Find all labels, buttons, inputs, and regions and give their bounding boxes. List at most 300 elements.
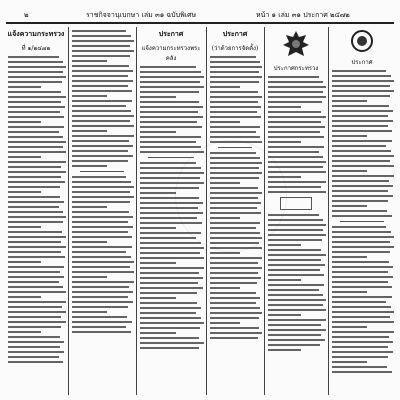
text-line: [8, 266, 64, 268]
column-rule: [328, 27, 329, 395]
text-line: [140, 282, 198, 284]
section-divider: [218, 147, 252, 148]
text-line: [332, 366, 387, 368]
text-line: [210, 257, 262, 259]
text-line: [332, 210, 387, 212]
column-3-header: ประกาศ: [158, 29, 184, 38]
text-line: [140, 106, 203, 108]
text-line: [8, 76, 66, 78]
text-line: [332, 135, 367, 137]
text-line: [8, 131, 59, 133]
column-1-subheader: ที่ ๑/๒๔๗๒: [21, 45, 51, 52]
column-3-subheader: แจ้งความกระทรวงพระคลัง: [141, 45, 201, 62]
text-line: [72, 125, 134, 127]
text-line: [210, 66, 262, 68]
masthead-right-text: หน้า ๑ เล่ม ๓๑ ประกาศ ๒๔๗๒: [256, 11, 350, 19]
text-line: [332, 160, 390, 162]
text-line: [140, 322, 204, 324]
column-4-subheader: (ว่าด้วยการจัดตั้ง): [211, 45, 259, 52]
text-line: [210, 207, 257, 209]
column-rule: [68, 27, 69, 395]
text-line: [8, 151, 66, 153]
text-line: [72, 211, 129, 213]
text-line: [268, 136, 324, 138]
text-line: [140, 136, 201, 138]
text-line: [268, 349, 301, 351]
column-6-text-top: [330, 70, 394, 217]
text-line: [332, 241, 390, 243]
text-line: [332, 226, 386, 228]
text-line: [332, 311, 394, 313]
text-line: [140, 332, 176, 334]
text-line: [210, 262, 258, 264]
text-line: [8, 356, 59, 358]
text-line: [8, 146, 63, 148]
text-line: [72, 286, 129, 288]
text-line: [140, 307, 201, 309]
text-line: [210, 312, 262, 314]
text-line: [210, 182, 240, 184]
column-1: [6, 27, 66, 395]
text-line: [140, 257, 204, 259]
text-line: [210, 267, 262, 269]
text-line: [332, 190, 388, 192]
text-line: [332, 95, 390, 97]
column-5: [266, 27, 326, 395]
text-line: [332, 175, 394, 177]
text-line: [140, 66, 196, 68]
text-line: [332, 231, 391, 233]
text-line: [268, 289, 319, 291]
text-line: [8, 361, 63, 363]
column-2-text-top: [70, 30, 134, 167]
text-line: [140, 267, 204, 269]
text-line: [8, 261, 41, 263]
text-line: [72, 201, 130, 203]
text-line: [8, 126, 64, 128]
section-divider: [148, 157, 194, 158]
text-line: [210, 212, 261, 214]
masthead: [6, 8, 394, 24]
text-line: [332, 195, 393, 197]
text-line: [268, 191, 326, 193]
text-line: [8, 141, 66, 143]
text-line: [72, 150, 128, 152]
text-line: [268, 264, 325, 266]
text-line: [332, 150, 391, 152]
text-line: [8, 136, 63, 138]
section-divider: [340, 221, 384, 222]
text-line: [72, 165, 107, 167]
text-line: [8, 221, 63, 223]
text-line: [140, 192, 176, 194]
text-line: [72, 90, 132, 92]
text-line: [8, 66, 66, 68]
column-4: [208, 27, 262, 395]
text-line: [72, 110, 131, 112]
text-line: [8, 206, 59, 208]
masthead-left-text: ราชกิจจานุเบกษา เล่ม ๓๑ ฉบับพิเศษ: [86, 11, 197, 19]
text-line: [210, 71, 259, 73]
text-line: [210, 222, 260, 224]
text-line: [72, 95, 107, 97]
text-line: [210, 307, 260, 309]
text-line: [268, 96, 326, 98]
text-line: [72, 35, 131, 37]
text-line: [210, 61, 260, 63]
text-line: [8, 61, 63, 63]
text-line: [210, 96, 262, 98]
text-line: [8, 101, 61, 103]
text-line: [268, 101, 322, 103]
text-line: [210, 76, 262, 78]
text-line: [8, 336, 60, 338]
text-line: [140, 76, 204, 78]
text-line: [332, 236, 394, 238]
column-3-text-top: [138, 66, 204, 153]
text-line: [268, 324, 321, 326]
text-line: [210, 192, 262, 194]
text-line: [332, 140, 392, 142]
text-line: [210, 292, 256, 294]
text-line: [210, 242, 259, 244]
text-line: [332, 361, 367, 363]
text-line: [8, 91, 61, 93]
text-line: [72, 135, 134, 137]
text-line: [210, 247, 262, 249]
column-5-text-bottom: [266, 214, 326, 351]
text-line: [268, 299, 326, 301]
text-line: [268, 171, 326, 173]
text-line: [8, 256, 65, 258]
text-line: [268, 151, 319, 153]
text-line: [332, 246, 394, 248]
text-line: [140, 101, 199, 103]
text-line: [332, 346, 388, 348]
text-line: [8, 176, 61, 178]
text-line: [72, 155, 133, 157]
text-line: [332, 145, 386, 147]
text-line: [210, 136, 260, 138]
section-divider: [80, 171, 124, 172]
text-line: [72, 40, 134, 42]
text-line: [210, 126, 260, 128]
text-line: [8, 316, 61, 318]
text-line: [210, 167, 259, 169]
text-line: [8, 81, 62, 83]
column-4-text-top: [208, 56, 262, 143]
text-line: [140, 237, 196, 239]
text-line: [72, 231, 128, 233]
text-line: [332, 351, 393, 353]
text-line: [332, 326, 367, 328]
text-line: [210, 287, 240, 289]
text-line: [140, 317, 201, 319]
text-line: [72, 226, 133, 228]
text-line: [332, 286, 392, 288]
text-line: [332, 205, 367, 207]
text-line: [8, 296, 41, 298]
text-line: [72, 331, 131, 333]
text-line: [8, 166, 61, 168]
text-line: [140, 71, 201, 73]
text-line: [8, 251, 61, 253]
text-line: [72, 120, 130, 122]
text-line: [268, 274, 324, 276]
text-line: [72, 306, 128, 308]
text-line: [140, 347, 199, 349]
text-line: [332, 100, 367, 102]
text-line: [140, 121, 197, 123]
text-line: [72, 55, 130, 57]
text-line: [210, 322, 240, 324]
text-line: [140, 247, 204, 249]
text-line: [140, 86, 204, 88]
text-line: [332, 105, 389, 107]
text-line: [332, 130, 392, 132]
text-line: [210, 172, 262, 174]
text-line: [210, 116, 261, 118]
text-line: [140, 146, 201, 148]
text-line: [8, 346, 60, 348]
text-line: [72, 291, 133, 293]
text-line: [332, 371, 392, 373]
text-line: [268, 254, 326, 256]
text-line: [210, 332, 262, 334]
text-line: [140, 172, 204, 174]
text-line: [268, 339, 325, 341]
text-line: [8, 246, 66, 248]
text-line: [140, 272, 199, 274]
text-line: [72, 221, 128, 223]
text-line: [332, 281, 388, 283]
text-line: [140, 232, 201, 234]
text-line: [268, 166, 323, 168]
text-line: [140, 131, 176, 133]
text-line: [140, 242, 201, 244]
column-rule: [136, 27, 137, 395]
text-line: [8, 86, 41, 88]
text-line: [8, 106, 65, 108]
text-line: [140, 197, 199, 199]
text-line: [268, 344, 320, 346]
text-line: [8, 311, 66, 313]
text-line: [268, 186, 321, 188]
text-line: [210, 177, 259, 179]
text-line: [210, 297, 260, 299]
text-line: [268, 239, 322, 241]
text-line: [72, 65, 129, 67]
text-line: [332, 85, 390, 87]
text-line: [332, 70, 386, 72]
text-line: [72, 186, 134, 188]
column-rule: [264, 27, 265, 395]
text-line: [332, 301, 386, 303]
text-line: [268, 91, 323, 93]
text-line: [8, 171, 66, 173]
text-line: [8, 56, 59, 58]
text-line: [268, 176, 301, 178]
text-line: [210, 282, 257, 284]
text-line: [8, 241, 61, 243]
text-line: [268, 156, 323, 158]
text-line: [332, 125, 388, 127]
columns-area: [6, 27, 394, 395]
text-line: [268, 229, 323, 231]
text-line: [8, 216, 66, 218]
text-line: [140, 187, 199, 189]
text-line: [332, 75, 391, 77]
text-line: [268, 309, 326, 311]
page-number: ๒: [24, 11, 29, 19]
text-line: [72, 60, 107, 62]
text-line: [210, 131, 256, 133]
text-line: [268, 141, 301, 143]
column-4-header: ประกาศ: [222, 29, 248, 38]
text-line: [72, 216, 133, 218]
text-line: [268, 329, 326, 331]
column-2: [70, 27, 134, 395]
text-line: [140, 182, 204, 184]
text-line: [268, 219, 323, 221]
text-line: [268, 131, 320, 133]
text-line: [8, 161, 66, 163]
text-line: [210, 327, 259, 329]
text-line: [332, 115, 388, 117]
text-line: [8, 226, 41, 228]
text-line: [332, 341, 393, 343]
text-line: [72, 70, 133, 72]
text-line: [268, 116, 326, 118]
text-line: [8, 281, 59, 283]
text-line: [268, 126, 325, 128]
text-line: [72, 321, 132, 323]
column-3-text-bottom: [138, 162, 204, 349]
text-line: [8, 191, 41, 193]
text-line: [72, 316, 127, 318]
text-line: [8, 326, 61, 328]
column-5-subheader: ประกาศกระทรวง: [273, 65, 319, 72]
text-line: [332, 120, 393, 122]
text-line: [268, 244, 301, 246]
text-line: [140, 302, 197, 304]
column-4-text-bottom: [208, 152, 262, 339]
text-line: [210, 227, 256, 229]
text-line: [72, 191, 130, 193]
text-line: [268, 224, 326, 226]
text-line: [140, 222, 202, 224]
text-line: [210, 202, 261, 204]
text-line: [210, 232, 260, 234]
text-line: [8, 121, 41, 123]
text-line: [210, 217, 240, 219]
text-line: [8, 341, 64, 343]
text-line: [268, 121, 321, 123]
text-line: [8, 186, 60, 188]
royal-seal-emblem-icon: [350, 29, 374, 53]
text-line: [268, 106, 301, 108]
text-line: [268, 269, 320, 271]
text-line: [210, 86, 240, 88]
text-line: [332, 80, 394, 82]
text-line: [268, 304, 323, 306]
text-line: [332, 291, 367, 293]
text-line: [332, 170, 367, 172]
text-line: [72, 241, 107, 243]
text-line: [72, 246, 132, 248]
text-line: [72, 30, 126, 32]
text-line: [72, 281, 134, 283]
text-line: [210, 152, 256, 154]
column-1-header: แจ้งความกระทรวง: [7, 29, 65, 38]
text-line: [72, 266, 130, 268]
text-line: [72, 256, 131, 258]
text-line: [268, 234, 326, 236]
text-line: [140, 116, 203, 118]
column-5-text-top: [266, 76, 326, 193]
text-line: [8, 196, 60, 198]
text-line: [72, 326, 126, 328]
text-line: [268, 294, 323, 296]
text-line: [268, 146, 324, 148]
column-6-text-bottom: [330, 226, 394, 373]
text-line: [8, 111, 60, 113]
text-line: [210, 317, 259, 319]
text-line: [332, 165, 394, 167]
text-line: [8, 231, 62, 233]
text-line: [8, 181, 65, 183]
text-line: [140, 312, 196, 314]
text-line: [140, 151, 204, 153]
text-line: [210, 197, 258, 199]
text-line: [332, 261, 389, 263]
text-line: [72, 251, 126, 253]
column-rule: [206, 27, 207, 395]
text-line: [140, 262, 176, 264]
text-line: [210, 91, 258, 93]
text-line: [210, 162, 262, 164]
text-line: [210, 81, 259, 83]
column-3: [138, 27, 204, 395]
text-line: [268, 249, 321, 251]
text-line: [8, 201, 64, 203]
text-line: [72, 301, 133, 303]
text-line: [268, 81, 323, 83]
text-line: [140, 287, 203, 289]
text-line: [140, 252, 200, 254]
text-line: [268, 214, 319, 216]
text-line: [140, 141, 196, 143]
text-line: [140, 167, 201, 169]
text-line: [72, 50, 134, 52]
text-line: [332, 356, 388, 358]
text-line: [140, 337, 199, 339]
text-line: [72, 271, 134, 273]
text-line: [332, 200, 388, 202]
text-line: [332, 306, 391, 308]
text-line: [332, 155, 394, 157]
text-line: [72, 140, 129, 142]
text-line: [8, 211, 63, 213]
text-line: [72, 176, 126, 178]
text-line: [140, 162, 196, 164]
column-2-text-bottom: [70, 176, 134, 333]
text-line: [210, 252, 240, 254]
text-line: [268, 284, 324, 286]
text-line: [332, 276, 393, 278]
text-line: [72, 160, 128, 162]
text-line: [72, 261, 134, 263]
